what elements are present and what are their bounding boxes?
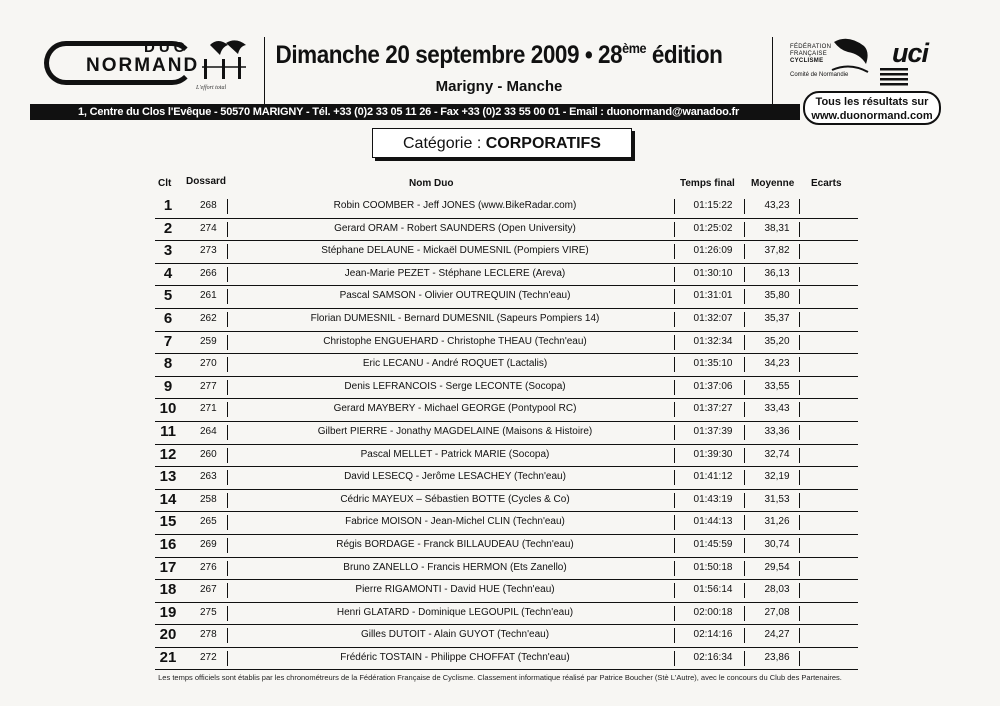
dossard-cell: 267 (200, 584, 217, 596)
time-cell: 01:45:59 (693, 538, 733, 550)
footer-note: Les temps officiels sont établis par les chronométreurs de la Fédération Française de Cyclisme. Classement informatique réalisé par Patrice Boucher (Stè L'Autre), avec le concours du Club des Partenaires. (158, 673, 842, 682)
col-time-header: Temps final (680, 178, 735, 189)
category-label: Catégorie : (403, 135, 486, 152)
logo-duo-text: DUO (144, 39, 190, 56)
column-divider (227, 538, 228, 553)
column-divider (674, 628, 675, 643)
table-row (155, 219, 858, 242)
category-box (372, 128, 632, 158)
table-row (155, 241, 858, 264)
cyclists-icon (196, 37, 256, 87)
column-divider (744, 289, 745, 304)
dossard-cell: 258 (200, 493, 217, 505)
dossard-cell: 268 (200, 200, 217, 211)
rank-cell: 11 (160, 422, 176, 440)
rank-cell: 5 (163, 287, 173, 305)
column-divider (799, 380, 800, 395)
dossard-cell: 274 (200, 222, 217, 234)
duo-name-cell: Stéphane DELAUNE - Mickaël DUMESNIL (Pompiers VIRE) (321, 245, 589, 257)
column-divider (227, 402, 228, 417)
dossard-cell: 269 (200, 538, 217, 550)
duo-name-cell: Fabrice MOISON - Jean-Michel CLIN (Techn'eau) (345, 516, 565, 528)
col-gap-header: Ecarts (811, 178, 842, 189)
duo-name-cell: Christophe ENGUEHARD - Christophe THEAU (Techn'eau) (323, 335, 587, 347)
column-divider (227, 628, 228, 643)
event-place: Marigny - Manche (435, 78, 563, 95)
table-row (155, 558, 858, 581)
duo-name-cell: Gerard ORAM - Robert SAUNDERS (Open University) (334, 222, 576, 234)
table-row (155, 309, 858, 332)
rank-cell: 6 (163, 309, 173, 327)
dossard-cell: 276 (200, 561, 217, 573)
col-avg-header: Moyenne (751, 178, 795, 189)
column-divider (799, 402, 800, 417)
column-divider (799, 561, 800, 576)
column-divider (674, 199, 675, 214)
average-cell: 43,23 (764, 200, 790, 211)
average-cell: 38,31 (764, 222, 790, 234)
column-divider (744, 425, 745, 440)
dossard-cell: 264 (200, 425, 217, 437)
column-divider (674, 222, 675, 237)
rank-cell: 16 (159, 535, 177, 553)
table-row (155, 399, 858, 422)
duo-name-cell: Pierre RIGAMONTI - David HUE (Techn'eau) (355, 584, 555, 596)
column-divider (227, 651, 228, 666)
column-divider (674, 515, 675, 530)
average-cell: 28,03 (764, 584, 790, 596)
column-divider (799, 515, 800, 530)
column-divider (227, 515, 228, 530)
rank-cell: 21 (159, 648, 177, 666)
time-cell: 01:37:06 (693, 380, 733, 392)
column-divider (674, 651, 675, 666)
column-divider (227, 561, 228, 576)
column-divider (744, 561, 745, 576)
duo-name-cell: Cédric MAYEUX – Sébastien BOTTE (Cycles & Co) (340, 493, 570, 505)
column-divider (227, 583, 228, 598)
column-divider (799, 538, 800, 553)
rank-cell: 8 (163, 355, 173, 373)
dossard-cell: 277 (200, 380, 217, 392)
time-cell: 01:26:09 (693, 245, 733, 257)
time-cell: 01:31:01 (693, 290, 733, 302)
time-cell: 01:37:27 (693, 403, 733, 415)
column-divider (674, 606, 675, 621)
time-cell: 01:15:22 (693, 200, 733, 211)
column-divider (674, 583, 675, 598)
average-cell: 33,43 (764, 403, 790, 415)
average-cell: 33,36 (764, 425, 790, 437)
duo-name-cell: Régis BORDAGE - Franck BILLAUDEAU (Techn'eau) (336, 538, 574, 550)
logo-slogan: L'effort total (196, 85, 227, 91)
dossard-cell: 261 (200, 290, 217, 302)
table-row (155, 625, 858, 648)
column-divider (227, 425, 228, 440)
column-divider (674, 312, 675, 327)
duo-name-cell: Eric LECANU - André ROQUET (Lactalis) (362, 358, 548, 370)
rank-cell: 17 (159, 558, 177, 576)
rank-cell: 15 (159, 513, 177, 531)
rank-cell: 12 (159, 445, 177, 463)
column-divider (744, 312, 745, 327)
column-divider (674, 244, 675, 259)
time-cell: 01:32:34 (693, 335, 733, 347)
column-divider (674, 561, 675, 576)
table-row (155, 196, 858, 219)
duo-name-cell: Gerard MAYBERY - Michael GEORGE (Pontypool RC) (333, 403, 577, 415)
dossard-cell: 265 (200, 516, 217, 528)
column-divider (744, 267, 745, 282)
column-divider (227, 312, 228, 327)
table-row (155, 377, 858, 400)
dossard-cell: 275 (200, 606, 217, 618)
table-row (155, 332, 858, 355)
ffc-text: FÉDÉRATION FRANÇAISE CYCLISME (790, 44, 832, 64)
column-divider (227, 606, 228, 621)
column-divider (674, 380, 675, 395)
duo-name-cell: Denis LEFRANCOIS - Serge LECONTE (Socopa) (344, 380, 566, 392)
column-divider (744, 380, 745, 395)
average-cell: 29,54 (764, 561, 790, 573)
duo-name-cell: Gilles DUTOIT - Alain GUYOT (Techn'eau) (360, 629, 550, 641)
duo-name-cell: Florian DUMESNIL - Bernard DUMESNIL (Sapeurs Pompiers 14) (310, 312, 600, 324)
column-divider (799, 267, 800, 282)
time-cell: 01:43:19 (693, 493, 733, 505)
column-divider (227, 357, 228, 372)
duo-normand-logo (44, 37, 254, 93)
column-divider (744, 402, 745, 417)
average-cell: 34,23 (764, 358, 790, 370)
rank-cell: 2 (163, 219, 173, 237)
rank-cell: 19 (159, 603, 177, 621)
column-divider (799, 651, 800, 666)
results-line-1: Tous les résultats sur (815, 96, 929, 108)
average-cell: 35,80 (764, 290, 790, 302)
table-row (155, 535, 858, 558)
uci-text: uci (892, 38, 929, 68)
table-row (155, 445, 858, 468)
dossard-cell: 262 (200, 312, 217, 324)
column-divider (744, 470, 745, 485)
rank-cell: 1 (163, 197, 173, 214)
dossard-cell: 260 (200, 448, 217, 460)
duo-name-cell: Frédéric TOSTAIN - Philippe CHOFFAT (Techn'eau) (340, 651, 570, 663)
duo-name-cell: Bruno ZANELLO - Francis HERMON (Ets Zanello) (343, 561, 567, 573)
results-table (155, 196, 858, 670)
duo-name-cell: Robin COOMBER - Jeff JONES (www.BikeRadar.com) (333, 200, 577, 211)
table-row (155, 467, 858, 490)
column-divider (799, 493, 800, 508)
column-divider (227, 222, 228, 237)
average-cell: 31,53 (764, 493, 790, 505)
rank-cell: 3 (163, 242, 173, 260)
results-website-box (803, 91, 941, 125)
column-divider (674, 425, 675, 440)
duo-name-cell: Gilbert PIERRE - Jonathy MAGDELAINE (Maisons & Histoire) (317, 425, 593, 437)
table-row (155, 354, 858, 377)
uci-logo (880, 38, 960, 88)
time-cell: 01:37:39 (693, 425, 733, 437)
column-divider (744, 335, 745, 350)
column-divider (744, 583, 745, 598)
average-cell: 30,74 (764, 538, 790, 550)
column-divider (744, 628, 745, 643)
column-divider (744, 199, 745, 214)
column-divider (227, 267, 228, 282)
average-cell: 32,74 (764, 448, 790, 460)
column-divider (799, 606, 800, 621)
rank-cell: 9 (163, 377, 173, 395)
column-divider (674, 470, 675, 485)
rank-cell: 7 (163, 332, 173, 350)
table-row (155, 580, 858, 603)
time-cell: 01:44:13 (693, 516, 733, 528)
duo-name-cell: Henri GLATARD - Dominique LEGOUPIL (Techn'eau) (336, 606, 574, 618)
average-cell: 35,37 (764, 312, 790, 324)
column-divider (744, 448, 745, 463)
column-divider (227, 380, 228, 395)
average-cell: 37,82 (764, 245, 790, 257)
time-cell: 01:56:14 (693, 584, 733, 596)
column-divider (227, 199, 228, 214)
column-divider (799, 470, 800, 485)
column-divider (744, 651, 745, 666)
column-divider (799, 425, 800, 440)
column-divider (227, 470, 228, 485)
rank-cell: 14 (159, 490, 177, 508)
table-row (155, 648, 858, 671)
column-divider (674, 538, 675, 553)
rank-cell: 20 (159, 626, 177, 644)
column-divider (744, 357, 745, 372)
time-cell: 01:50:18 (693, 561, 733, 573)
dossard-cell: 270 (200, 358, 217, 370)
table-row (155, 422, 858, 445)
dossard-cell: 259 (200, 335, 217, 347)
rank-cell: 4 (163, 264, 173, 282)
time-cell: 02:00:18 (693, 606, 733, 618)
col-name-header: Nom Duo (409, 178, 454, 189)
col-dossard-header: Dossard (186, 176, 227, 187)
column-divider (744, 222, 745, 237)
col-rank-header: Clt (158, 178, 172, 189)
title-right-rule (772, 37, 773, 107)
category-name: CORPORATIFS (485, 135, 601, 152)
time-cell: 01:25:02 (693, 222, 733, 234)
dossard-cell: 266 (200, 267, 217, 279)
column-divider (799, 222, 800, 237)
column-divider (799, 199, 800, 214)
time-cell: 01:35:10 (693, 358, 733, 370)
table-row (155, 490, 858, 513)
column-divider (227, 335, 228, 350)
column-divider (744, 538, 745, 553)
column-divider (674, 357, 675, 372)
average-cell: 32,19 (764, 471, 790, 483)
average-cell: 24,27 (764, 629, 790, 641)
column-divider (744, 244, 745, 259)
average-cell: 27,08 (764, 606, 790, 618)
time-cell: 01:32:07 (693, 312, 733, 324)
column-divider (744, 493, 745, 508)
column-divider (227, 289, 228, 304)
time-cell: 01:30:10 (693, 267, 733, 279)
column-divider (799, 289, 800, 304)
average-cell: 35,20 (764, 335, 790, 347)
results-line-2: www.duonormand.com (811, 110, 933, 122)
column-divider (744, 515, 745, 530)
logo-normand-text: NORMAND (86, 55, 200, 76)
average-cell: 36,13 (764, 267, 790, 279)
column-divider (227, 448, 228, 463)
column-divider (799, 628, 800, 643)
dossard-cell: 272 (200, 651, 217, 663)
time-cell: 02:14:16 (693, 629, 733, 641)
table-row (155, 603, 858, 626)
time-cell: 01:41:12 (693, 471, 733, 483)
uci-stripes-icon (880, 68, 920, 88)
rank-cell: 18 (159, 581, 177, 599)
ffc-comite: Comité de Normandie (790, 72, 849, 78)
duo-name-cell: David LESECQ - Jerôme LESACHEY (Techn'eau) (344, 471, 566, 483)
rank-cell: 13 (159, 468, 177, 486)
duo-name-cell: Jean-Marie PEZET - Stéphane LECLERE (Areva) (344, 267, 566, 279)
column-divider (799, 312, 800, 327)
column-divider (799, 335, 800, 350)
title-left-rule (264, 37, 265, 107)
column-divider (674, 448, 675, 463)
time-cell: 01:39:30 (693, 448, 733, 460)
duo-name-cell: Pascal MELLET - Patrick MARIE (Socopa) (360, 448, 550, 460)
column-divider (227, 493, 228, 508)
average-cell: 31,26 (764, 516, 790, 528)
column-divider (799, 448, 800, 463)
column-divider (799, 244, 800, 259)
dossard-cell: 278 (200, 629, 217, 641)
column-divider (799, 583, 800, 598)
column-divider (674, 493, 675, 508)
average-cell: 33,55 (764, 380, 790, 392)
event-title: Dimanche 20 septembre 2009 • 28ème édition (275, 40, 723, 69)
table-row (155, 286, 858, 309)
column-divider (744, 606, 745, 621)
dossard-cell: 273 (200, 245, 217, 257)
column-divider (674, 335, 675, 350)
column-divider (674, 289, 675, 304)
column-divider (674, 267, 675, 282)
table-row (155, 264, 858, 287)
dossard-cell: 263 (200, 471, 217, 483)
column-divider (799, 357, 800, 372)
address-bar: 1, Centre du Clos l'Evêque - 50570 MARIGNY - Tél. +33 (0)2 33 05 11 26 - Fax +33 (0)2 33 55 00 01 - Email : duonormand@wanadoo.fr (30, 104, 800, 120)
table-row (155, 512, 858, 535)
rank-cell: 10 (159, 400, 177, 418)
column-divider (674, 402, 675, 417)
time-cell: 02:16:34 (693, 651, 733, 663)
duo-name-cell: Pascal SAMSON - Olivier OUTREQUIN (Techn'eau) (339, 290, 571, 302)
dossard-cell: 271 (200, 403, 217, 415)
column-divider (227, 244, 228, 259)
average-cell: 23,86 (764, 651, 790, 663)
